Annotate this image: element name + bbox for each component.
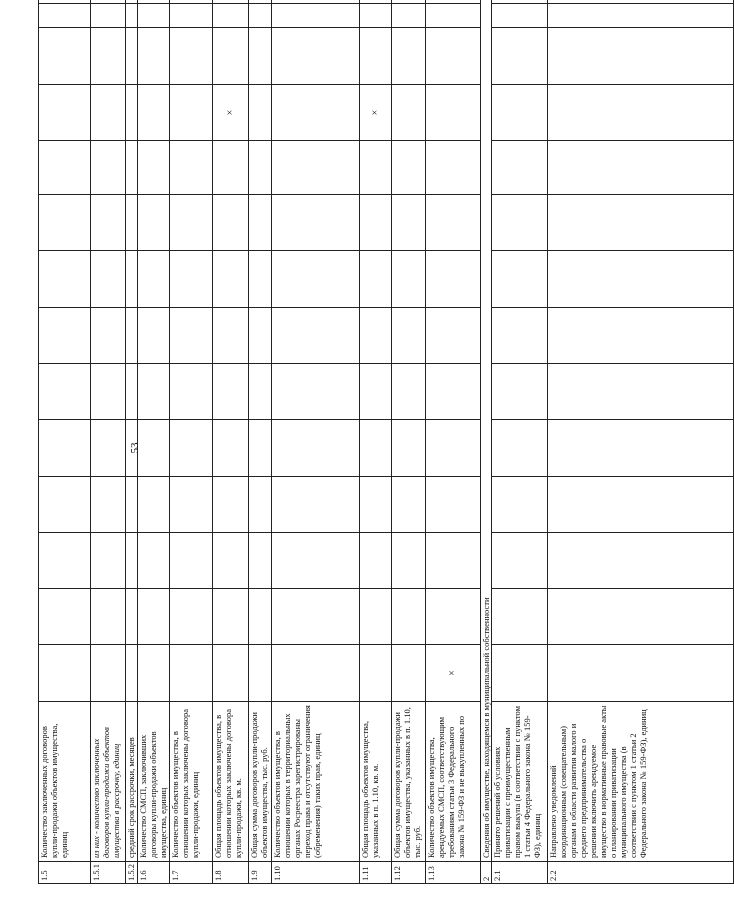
- value-cell: [170, 28, 213, 85]
- value-cell: [91, 251, 126, 308]
- value-cell: [249, 4, 272, 28]
- value-cell: [213, 645, 249, 702]
- row-number: 1.7: [170, 862, 213, 884]
- row-number: 1.12: [392, 862, 426, 884]
- cross-mark: ×: [213, 85, 249, 141]
- value-cell: [126, 533, 138, 589]
- value-cell: [426, 477, 481, 533]
- value-cell: [548, 28, 734, 85]
- value-cell: [91, 589, 126, 645]
- table-row: [91, 0, 126, 884]
- value-cell: [91, 0, 126, 4]
- value-cell: [249, 308, 272, 364]
- row-label: Количество объектов имущества, в отношении которых в территориальных органах Росреестра зарегистрированы переход права и отсутствуют ограничения (обременения) таких прав, единиц: [272, 702, 360, 862]
- table-row: [213, 0, 249, 884]
- value-cell: [213, 420, 249, 477]
- value-cell: [213, 251, 249, 308]
- row-number: 2.2: [548, 862, 734, 884]
- value-cell: [126, 589, 138, 645]
- value-cell: [548, 251, 734, 308]
- value-cell: [360, 645, 392, 702]
- value-cell: [39, 589, 91, 645]
- value-cell: [126, 477, 138, 533]
- value-cell: [249, 141, 272, 195]
- value-cell: [492, 195, 548, 251]
- value-cell: [392, 195, 426, 251]
- value-cell: [213, 195, 249, 251]
- value-cell: [548, 4, 734, 28]
- value-cell: [170, 4, 213, 28]
- value-cell: [170, 85, 213, 141]
- row-number: 2.1: [492, 862, 548, 884]
- value-cell: [249, 28, 272, 85]
- value-cell: [39, 477, 91, 533]
- value-cell: [249, 533, 272, 589]
- row-label: Общая сумма договоров купли-продажи объектов имущества, тыс. руб.: [249, 702, 272, 862]
- value-cell: [548, 308, 734, 364]
- value-cell: [126, 251, 138, 308]
- row-number: 1.9: [249, 862, 272, 884]
- value-cell: [138, 533, 170, 589]
- value-cell: [39, 645, 91, 702]
- row-number: 1.5.1: [91, 862, 126, 884]
- value-cell: [126, 364, 138, 420]
- value-cell: [548, 589, 734, 645]
- value-cell: [138, 251, 170, 308]
- value-cell: [492, 0, 548, 4]
- value-cell: [170, 0, 213, 4]
- row-label: Общая площадь объектов имущества, в отношении которых заключены договора купли-продажи, кв. м.: [213, 702, 249, 862]
- table-row: [481, 0, 492, 884]
- value-cell: [426, 308, 481, 364]
- value-cell: [548, 533, 734, 589]
- section-heading: Сведения об имуществе, находящемся в муниципальной собственности: [481, 0, 492, 862]
- value-cell: [91, 420, 126, 477]
- value-cell: [548, 645, 734, 702]
- value-cell: [213, 141, 249, 195]
- table-row: [492, 0, 548, 884]
- value-cell: [548, 420, 734, 477]
- value-cell: [272, 645, 360, 702]
- table-row: [249, 0, 272, 884]
- value-cell: [360, 195, 392, 251]
- value-cell: [91, 645, 126, 702]
- value-cell: [138, 364, 170, 420]
- value-cell: [170, 533, 213, 589]
- table-row: [138, 0, 170, 884]
- row-label: Количество объектов имущества, арендуемых СМСП, соответствующим требованиям статьи 3 Федерального закона № 159-ФЗ и не выкупленных по: [426, 702, 481, 862]
- row-number: 2: [481, 862, 492, 884]
- value-cell: [39, 141, 91, 195]
- value-cell: [426, 589, 481, 645]
- value-cell: [126, 85, 138, 141]
- value-cell: [548, 141, 734, 195]
- table-row: [39, 0, 91, 884]
- value-cell: [426, 4, 481, 28]
- row-number: 1.5: [39, 862, 91, 884]
- value-cell: [426, 533, 481, 589]
- value-cell: [91, 141, 126, 195]
- value-cell: [492, 308, 548, 364]
- value-cell: [138, 28, 170, 85]
- value-cell: [126, 0, 138, 4]
- value-cell: [492, 645, 548, 702]
- rotated-table-container: [38, 19, 648, 884]
- value-cell: [138, 0, 170, 4]
- value-cell: [426, 195, 481, 251]
- value-cell: [213, 364, 249, 420]
- value-cell: [492, 4, 548, 28]
- row-label: Количество СМСП, заключивших договоры купли-продажи объектов имущества, единиц: [138, 702, 170, 862]
- value-cell: [126, 420, 138, 477]
- value-cell: [39, 308, 91, 364]
- row-label: средний срок рассрочки, месяцев: [126, 702, 138, 862]
- value-cell: [249, 364, 272, 420]
- row-label: Количество объектов имущества, в отношении которых заключены договора купли-продажи, единиц: [170, 702, 213, 862]
- value-cell: [272, 195, 360, 251]
- value-cell: [39, 533, 91, 589]
- value-cell: [392, 141, 426, 195]
- value-cell: [426, 0, 481, 4]
- value-cell: [91, 308, 126, 364]
- value-cell: [138, 141, 170, 195]
- value-cell: [126, 4, 138, 28]
- value-cell: [170, 645, 213, 702]
- row-label: Общая площадь объектов имущества, указанных в п. 1.10, кв. м.: [360, 702, 392, 862]
- value-cell: [170, 364, 213, 420]
- value-cell: [492, 420, 548, 477]
- value-cell: [272, 589, 360, 645]
- value-cell: [39, 0, 91, 4]
- report-table: [38, 0, 734, 884]
- value-cell: [91, 195, 126, 251]
- row-number: 1.11: [360, 862, 392, 884]
- value-cell: [138, 420, 170, 477]
- value-cell: [213, 533, 249, 589]
- table-row: [426, 0, 481, 884]
- value-cell: [392, 420, 426, 477]
- value-cell: [548, 477, 734, 533]
- value-cell: [91, 85, 126, 141]
- value-cell: [360, 477, 392, 533]
- value-cell: [249, 420, 272, 477]
- value-cell: [272, 308, 360, 364]
- value-cell: [213, 477, 249, 533]
- value-cell: [492, 28, 548, 85]
- value-cell: [39, 4, 91, 28]
- value-cell: [360, 141, 392, 195]
- table-row: [170, 0, 213, 884]
- value-cell: [91, 477, 126, 533]
- value-cell: [91, 28, 126, 85]
- value-cell: [91, 533, 126, 589]
- value-cell: [392, 645, 426, 702]
- value-cell: [392, 477, 426, 533]
- table-row: [392, 0, 426, 884]
- value-cell: [392, 589, 426, 645]
- value-cell: [392, 28, 426, 85]
- value-cell: [272, 85, 360, 141]
- table-row: [360, 0, 392, 884]
- value-cell: [492, 85, 548, 141]
- row-label: из них - количество заключенных договоров купли-продажи объектов имущества в рассрочку, единиц: [91, 702, 126, 862]
- value-cell: [249, 195, 272, 251]
- value-cell: [170, 195, 213, 251]
- value-cell: [138, 4, 170, 28]
- value-cell: [170, 141, 213, 195]
- value-cell: [91, 4, 126, 28]
- value-cell: [39, 251, 91, 308]
- value-cell: [170, 308, 213, 364]
- row-number: 1.6: [138, 862, 170, 884]
- cross-mark: ×: [426, 645, 481, 702]
- table-row: [548, 0, 734, 884]
- value-cell: [39, 364, 91, 420]
- value-cell: [272, 251, 360, 308]
- value-cell: [492, 364, 548, 420]
- value-cell: [492, 589, 548, 645]
- row-label: Общая сумма договоров купли-продажи объектов имущества, указанных в п. 1.10, тыс. руб.: [392, 702, 426, 862]
- value-cell: [272, 28, 360, 85]
- cross-mark: ×: [360, 85, 392, 141]
- value-cell: [126, 28, 138, 85]
- value-cell: [272, 4, 360, 28]
- row-label: Количество заключенных договоров купли-продажи объектов имущества, единиц: [39, 702, 91, 862]
- value-cell: [548, 195, 734, 251]
- value-cell: [392, 4, 426, 28]
- value-cell: [492, 141, 548, 195]
- value-cell: [249, 645, 272, 702]
- value-cell: [249, 251, 272, 308]
- value-cell: [548, 85, 734, 141]
- value-cell: [138, 85, 170, 141]
- value-cell: [392, 85, 426, 141]
- value-cell: [138, 589, 170, 645]
- value-cell: [272, 477, 360, 533]
- value-cell: [126, 308, 138, 364]
- value-cell: [548, 364, 734, 420]
- row-number: 1.8: [213, 862, 249, 884]
- value-cell: [39, 420, 91, 477]
- cross-mark: [360, 0, 392, 4]
- value-cell: [249, 477, 272, 533]
- value-cell: [392, 308, 426, 364]
- value-cell: [138, 645, 170, 702]
- value-cell: [272, 141, 360, 195]
- value-cell: [213, 28, 249, 85]
- page-number: 53: [129, 442, 141, 454]
- value-cell: [360, 420, 392, 477]
- value-cell: [272, 0, 360, 4]
- value-cell: [392, 251, 426, 308]
- value-cell: [213, 4, 249, 28]
- table-row: [272, 0, 360, 884]
- value-cell: [126, 645, 138, 702]
- value-cell: [272, 364, 360, 420]
- value-cell: [39, 195, 91, 251]
- value-cell: [360, 4, 392, 28]
- value-cell: [213, 589, 249, 645]
- row-number: 1.10: [272, 862, 360, 884]
- value-cell: [392, 364, 426, 420]
- value-cell: [126, 141, 138, 195]
- cross-mark: [213, 0, 249, 4]
- value-cell: [39, 28, 91, 85]
- value-cell: [492, 477, 548, 533]
- value-cell: [360, 251, 392, 308]
- value-cell: [360, 533, 392, 589]
- value-cell: [392, 533, 426, 589]
- value-cell: [138, 195, 170, 251]
- table-row: [126, 0, 138, 884]
- value-cell: [170, 420, 213, 477]
- value-cell: [426, 420, 481, 477]
- value-cell: [170, 251, 213, 308]
- value-cell: [492, 251, 548, 308]
- value-cell: [138, 308, 170, 364]
- row-label: Направлено уведомлений координационным (совещательным) органам в области развития малого и среднего предпринимательства о решении включить арендуемое имущество в нормативные правовые акты о планировании приватизации муниципального имущества (в соответствии с пунктом 1 статьи 2 Федерального закона № 159-ФЗ), единиц: [548, 702, 734, 862]
- value-cell: [126, 195, 138, 251]
- value-cell: [91, 364, 126, 420]
- value-cell: [360, 308, 392, 364]
- value-cell: [426, 364, 481, 420]
- value-cell: [272, 420, 360, 477]
- value-cell: [426, 85, 481, 141]
- value-cell: [360, 28, 392, 85]
- value-cell: [249, 0, 272, 4]
- value-cell: [249, 589, 272, 645]
- row-number: 1.5.2: [126, 862, 138, 884]
- value-cell: [138, 477, 170, 533]
- value-cell: [39, 85, 91, 141]
- value-cell: [392, 0, 426, 4]
- value-cell: [249, 85, 272, 141]
- value-cell: [492, 533, 548, 589]
- value-cell: [360, 364, 392, 420]
- value-cell: [213, 308, 249, 364]
- row-number: 1.13: [426, 862, 481, 884]
- value-cell: [272, 533, 360, 589]
- value-cell: [426, 141, 481, 195]
- value-cell: [360, 589, 392, 645]
- value-cell: [170, 589, 213, 645]
- value-cell: [548, 0, 734, 4]
- value-cell: [170, 477, 213, 533]
- value-cell: [426, 28, 481, 85]
- row-label: Принято решений об условиях приватизации с преимущественным правом выкупа (в соответствии с пунктом 1 статьи 4 Федерального закона № 159-ФЗ), единиц: [492, 702, 548, 862]
- value-cell: [426, 251, 481, 308]
